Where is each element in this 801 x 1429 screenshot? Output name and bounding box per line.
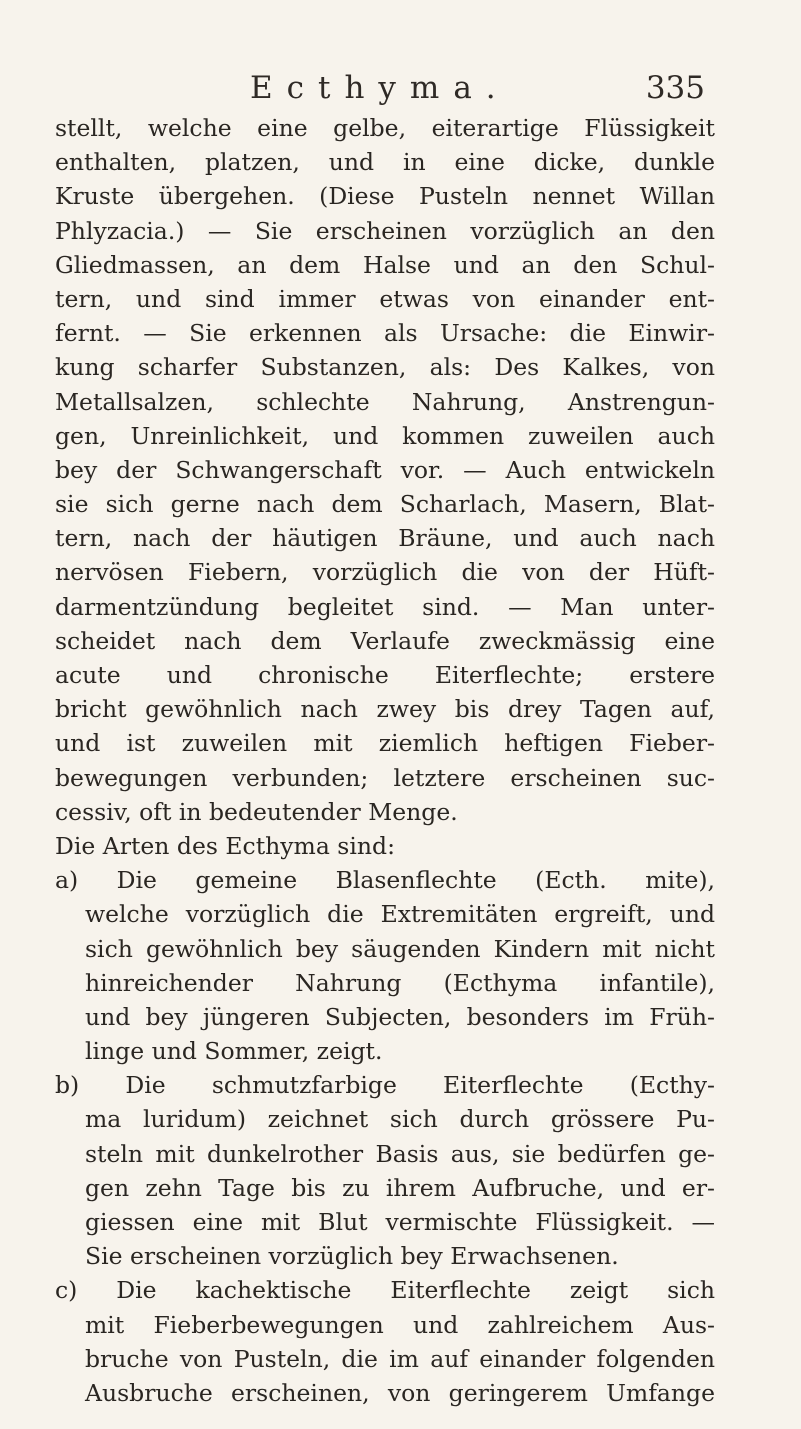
text-line: mit Fieberbewegungen und zahlreichem Aus- <box>85 1310 715 1339</box>
text-line: darmentzündung begleitet sind. — Man unter- <box>55 592 715 621</box>
text-line: Ausbruche erscheinen, von geringerem Umfange <box>85 1378 715 1407</box>
text-line: steln mit dunkelrother Basis aus, sie bedürfen ge- <box>85 1139 715 1168</box>
body-text <box>55 111 715 1410</box>
text-line: scheidet nach dem Verlaufe zweckmässig eine <box>55 626 715 655</box>
text-line: Phlyzacia.) — Sie erscheinen vorzüglich an den <box>55 216 715 245</box>
text-line: Die Arten des Ecthyma sind: <box>55 831 395 860</box>
text-line: und bey jüngeren Subjecten, besonders im Früh- <box>85 1002 715 1031</box>
text-line: sie sich gerne nach dem Scharlach, Masern, Blat- <box>55 490 715 519</box>
list-item-a: a) Die gemeine Blasenflechte (Ecth. mite), <box>55 866 715 895</box>
text-line: gen zehn Tage bis zu ihrem Aufbruche, und er- <box>85 1173 715 1202</box>
text-line: Gliedmassen, an dem Halse und an den Schul- <box>55 250 715 279</box>
text-line: bruche von Pusteln, die im auf einander folgenden <box>85 1344 715 1373</box>
text-line: kung scharfer Substanzen, als: Des Kalkes, von <box>55 353 715 382</box>
text-line: und ist zuweilen mit ziemlich heftigen Fieber- <box>55 729 715 758</box>
text-line: bey der Schwangerschaft vor. — Auch entwickeln <box>55 455 715 484</box>
text-line: giessen eine mit Blut vermischte Flüssigkeit. — <box>85 1208 715 1236</box>
list-item-c: c) Die kachektische Eiterflechte zeigt sich <box>55 1276 715 1305</box>
running-title: Ecthyma. <box>250 70 510 106</box>
text-line: bewegungen verbunden; letztere erscheinen suc- <box>55 763 715 792</box>
text-line: welche vorzüglich die Extremitäten ergreift, und <box>85 900 715 929</box>
page-number: 335 <box>645 70 705 106</box>
text-line: cessiv, oft in bedeutender Menge. <box>55 797 458 826</box>
page-header <box>0 70 801 110</box>
text-line: linge und Sommer, zeigt. <box>85 1037 383 1066</box>
text-line: stellt, welche eine gelbe, eiterartige Flüssigkeit <box>55 114 715 142</box>
text-line: sich gewöhnlich bey säugenden Kindern mit nicht <box>85 934 715 963</box>
text-line: tern, nach der häutigen Bräune, und auch nach <box>55 524 715 553</box>
text-line: nervösen Fiebern, vorzüglich die von der Hüft- <box>55 558 715 587</box>
text-line: Metallsalzen, schlechte Nahrung, Anstrengun- <box>55 387 715 416</box>
list-item-b: b) Die schmutzfarbige Eiterflechte (Ecthy- <box>55 1071 715 1100</box>
text-line: fernt. — Sie erkennen als Ursache: die Einwir- <box>55 319 715 348</box>
text-line: tern, und sind immer etwas von einander ent- <box>55 284 715 313</box>
text-line: hinreichender Nahrung (Ecthyma infantile), <box>85 968 715 997</box>
text-line: ma luridum) zeichnet sich durch grössere Pu- <box>85 1105 715 1134</box>
text-line: bricht gewöhnlich nach zwey bis drey Tagen auf, <box>55 695 715 724</box>
text-line: gen, Unreinlichkeit, und kommen zuweilen auch <box>55 421 715 450</box>
text-line: enthalten, platzen, und in eine dicke, dunkle <box>55 148 715 177</box>
text-line: acute und chronische Eiterflechte; erstere <box>55 661 715 689</box>
text-line: Kruste übergehen. (Diese Pusteln nennet Willan <box>55 182 715 211</box>
text-line: Sie erscheinen vorzüglich bey Erwachsenen. <box>85 1242 619 1271</box>
